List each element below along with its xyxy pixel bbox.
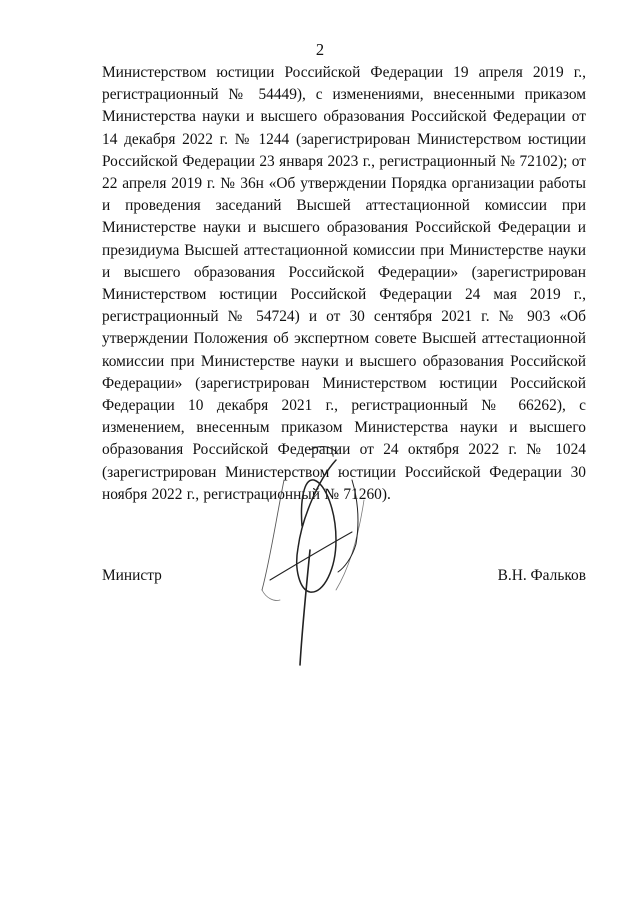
signatory-title: Министр: [102, 567, 162, 584]
handwritten-signature: [240, 440, 390, 680]
page-number: 2: [315, 40, 325, 59]
body-paragraph: Министерством юстиции Российской Федерации 19 апреля 2019 г., регистрационный № 54449), с изменениями, внесенными приказом Министерства науки и высшего образования Российской Федерации от 14 декабря 2022 г. № 1244 (зарегистрирован Министерством юстиции Российской Федерации 23 января 2023 г., регистрационный № 72102); от 22 апреля 2019 г. № 36н «Об утверждении Порядка организации работы и проведения заседаний Высшей аттестационной комиссии при Министерстве науки и высшего образования Российской Федерации и президиума Высшей аттестационной комиссии при Министерстве науки и высшего образования Российской Федерации» (зарегистрирован Министерством юстиции Российской Федерации 24 мая 2019 г., регистрационный № 54724) и от 30 сентября 2021 г. № 903 «Об утверждении Положения об экспертном совете Высшей аттестационной комиссии при Министерстве науки и высшего образования Российской Федерации» (зарегистрирован Министерством юстиции Российской Федерации 10 декабря 2021 г., регистрационный № 66262), с изменением, внесенным приказом Министерства науки и высшего образования Российской Федерации от 24 октября 2022 г. № 1024 (зарегистрирован Министерством юстиции Российской Федерации 30 ноября 2022 г., регистрационный № 71260).: [102, 64, 586, 503]
signatory-name: В.Н. Фальков: [497, 567, 586, 584]
